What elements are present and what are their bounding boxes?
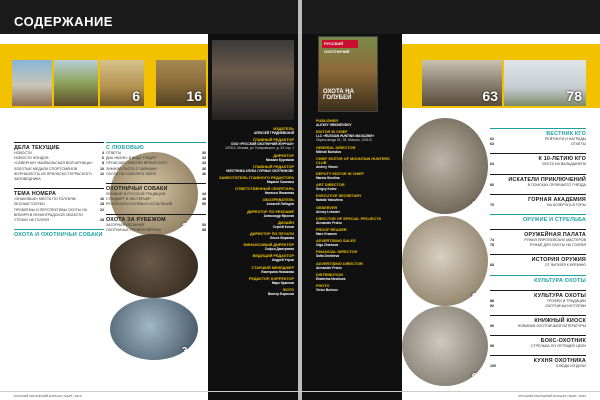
masthead-role: OBSERVER <box>316 205 338 210</box>
masthead-name: Андрей Утров <box>271 258 294 263</box>
toc-section-heading: С ЛЮБОВЬЮ <box>106 142 206 151</box>
toc-entry-page: 62 <box>490 137 494 141</box>
masthead-role: СТАРШИЙ МЕНЕДЖЕР <box>251 265 294 270</box>
toc-entry-page: 12 <box>100 171 104 176</box>
photo-hunters <box>54 60 98 106</box>
photo-medals <box>12 60 52 106</box>
bottom-rule <box>0 391 600 392</box>
toc-entry-page: 64 <box>490 162 494 167</box>
toc-entry-label: РУЖЬЁ ДЛЯ ОХОТЫ НА ГОЛУБЯ <box>529 243 586 248</box>
toc-entry[interactable] <box>14 218 104 223</box>
masthead-role: DIRECTOR OF SPECIAL PROJECTS <box>316 216 382 221</box>
toc-entry-label: НОВИНКИ ОХОТНИЧЬЕЙ ЛИТЕРАТУРЫ <box>517 324 586 329</box>
masthead-name: Marina Smolina <box>316 176 340 181</box>
masthead-role: FINANCIAL DIRECTOR <box>316 250 358 255</box>
toc-entry-label: «СЕВЕРНАЯ «БАЙКАЛЬСКАЯ ВОЛЧАТНИЦА» <box>14 161 93 166</box>
toc-entry[interactable] <box>490 203 586 208</box>
photo-page-number: 78 <box>566 88 582 104</box>
spine <box>298 0 302 400</box>
footer-right: РУССКИЙ ОХОТНИЧИЙ ЖУРНАЛ | МАРТ | 2014 <box>518 394 586 398</box>
toc-entry-page: 18 <box>100 202 104 207</box>
masthead-role: EXECUTIVE SECRETARY <box>316 194 362 199</box>
magazine-cover <box>318 36 378 112</box>
toc-entry-label: «ЗНАКОВЫЕ» МЕСТА ПО ГОЛУБЯМ <box>14 197 76 202</box>
toc-entry-label: СТАНДАРТ И ЭКСТЕРЬЕР <box>106 197 151 202</box>
masthead-role: ADVERTISING SALES <box>316 239 356 244</box>
disc-photo-wolf <box>402 306 488 386</box>
toc-entry-label: РУЖЬЯ ЕВРОПЕЙСКИХ МАСТЕРОВ <box>524 238 586 243</box>
toc-entry-label: НОВОСТИ <box>14 151 32 155</box>
toc-entry-page: 4 <box>102 151 104 155</box>
toc-entry-page: 28 <box>100 218 104 223</box>
toc-middle-column <box>106 136 206 233</box>
masthead-role: ФИНАНСОВЫЙ ДИРЕКТОР <box>243 243 294 248</box>
masthead-name: «ВЕСТНИКА КЛУБА ГОРНЫХ ОХОТНИКОВ» <box>225 168 294 173</box>
toc-entry[interactable] <box>490 344 586 349</box>
editor-portrait <box>212 40 294 120</box>
toc-section-heading: ГОРНАЯ АКАДЕМИЯ <box>490 194 586 203</box>
toc-entry-page: 74 <box>490 238 494 243</box>
toc-left-column <box>14 136 104 238</box>
toc-entry-page: 54 <box>202 222 206 227</box>
toc-entry-page: 96 <box>490 324 494 329</box>
toc-entry[interactable] <box>490 183 586 188</box>
toc-entry-label: ОХОТНИЧЬИ ИСТОРИИ <box>545 303 586 308</box>
masthead-role: ЗАМЕСТИТЕЛЬ ГЛАВНОГО РЕДАКТОРА <box>219 176 294 181</box>
masthead-role: EDITOR IN CHIEF <box>316 130 348 135</box>
footer-left: РУССКИЙ ОХОТНИЧИЙ ЖУРНАЛ | МАРТ | 2014 <box>14 394 82 398</box>
masthead-name: Alexey Lebedev <box>316 209 341 214</box>
masthead-role: ADVERTISING DIRECTOR <box>316 261 363 266</box>
toc-entry[interactable] <box>490 304 586 309</box>
masthead-name: Olga Zharkova <box>316 243 339 248</box>
masthead-name: ALEXEY GRIDNEVSKIY <box>316 123 352 127</box>
masthead-role: ART DIRECTOR <box>316 183 345 188</box>
toc-section-heading: БОКС-ОХОТНИК <box>490 335 586 344</box>
toc-entry-label: ЛЕСНЫЕ ГОЛУБИ <box>14 202 45 207</box>
masthead-name: Alexander Frolov <box>316 220 343 225</box>
toc-entry-label: ТРОФЕИ И ТРАДИЦИИ <box>546 298 586 303</box>
toc-section-heading: ИСТОРИЯ ОРУЖИЯ <box>490 254 586 263</box>
masthead-name: Andrey Vtorov <box>316 164 338 169</box>
toc-section-heading: ОХОТНИЧЬИ СОБАКИ <box>106 183 206 192</box>
toc-entry-label: ДВА «ВОЛК» В ВОДУ ГЛЯДЯТ <box>106 156 157 161</box>
toc-section-heading: ТЕМА НОМЕРА <box>14 188 104 197</box>
masthead-name: Софья Дмитриева <box>264 247 294 252</box>
toc-entry[interactable] <box>14 208 104 218</box>
masthead-name: Марина Смолина <box>266 180 294 185</box>
masthead-russian <box>212 124 294 296</box>
masthead-role: PHOTO <box>316 284 330 289</box>
masthead-role: PUBLISHER <box>316 119 338 123</box>
toc-entry-label: ЗАГОРНАЯ ИСПАНИЯ <box>106 222 145 227</box>
toc-entry-page: 88 <box>490 298 494 303</box>
toc-entry[interactable] <box>490 142 586 147</box>
masthead-name: ООО «РУССКИЙ ОХОТНИЧИЙ ЖУРНАЛ» <box>230 142 294 147</box>
masthead-name: Marc Krasnov <box>316 232 338 237</box>
photo-page-number: 6 <box>132 88 140 104</box>
toc-entry-label: СТРЕЛЬБА ПО ЛЕТЯЩЕЙ ЦЕЛИ <box>530 344 586 349</box>
toc-entry-label: ПРОБЛЕМЫ И ПЕРСПЕКТИВЫ ОХОТЫ НА ВЯХИРЯ В ЛЕНИНГРАДСКОЙ ОБЛАСТИ <box>14 207 87 217</box>
toc-right-column <box>490 122 586 370</box>
toc-section-heading: ОХОТА ЗА РУБЕЖОМ <box>106 214 206 223</box>
disc-photo-dogs <box>110 234 198 298</box>
toc-entry-page: 48 <box>202 197 206 202</box>
toc-entry-label: УТЕЧКИ НА ГОЛУБЯ <box>14 218 49 223</box>
masthead-role: ГЛАВНЫЙ РЕДАКТОР <box>252 164 294 169</box>
disc-page-number: 34 <box>181 346 193 357</box>
toc-entry-page: 84 <box>490 263 494 268</box>
toc-entry-label: НА КОЗЕРОГА В ГОРЫ <box>546 202 586 207</box>
photo-birds <box>504 60 586 106</box>
toc-entry-label: ОХОТА НА ВАЛЬДШНЕПА <box>541 162 586 167</box>
toc-entry-page: 63 <box>490 142 494 147</box>
masthead-role: ДИРЕКТОР ПО ПЕЧАТИ <box>250 232 294 237</box>
masthead-role: ГЛАВНЫЙ РЕДАКТОР <box>252 138 294 143</box>
cover-title: ОХОТА НА ГОЛУБЕЙ <box>323 89 354 101</box>
toc-entry-label: РЕЗУЛЬТАТЫ ПОЛЕВЫХ ИСПЫТАНИЙ <box>106 202 173 207</box>
toc-entry-page: 40 <box>202 171 206 176</box>
toc-section-heading: КУХНЯ ОХОТНИКА <box>490 355 586 364</box>
toc-entry-page: 58 <box>202 227 206 232</box>
masthead-name: 129110, Москва, ул. Гиляровского, д. 33, стр. 1 <box>225 146 294 151</box>
toc-section-heading: К 10-ЛЕТИЮ КГО <box>490 153 586 162</box>
masthead-name: Сергей Котов <box>272 224 294 229</box>
masthead-role: CHIEF EDITOR OF MOUNTAIN HUNTERS CLUB <box>316 156 390 165</box>
masthead-name: Gilyarovskogo St., 33, Moscow, 129110 <box>316 138 372 143</box>
masthead-name: Mikhail Burlakov <box>316 149 342 154</box>
toc-section-heading: ОХОТА И ОХОТНИЧЬИ СОБАКИ <box>14 229 104 238</box>
toc-entry-page: 22 <box>100 207 104 212</box>
masthead-name: Victor Borisov <box>316 288 338 293</box>
toc-entry-label: ОХОТНИЧЬИ ТРОФЕИ ЕВРОПЫ <box>106 227 162 232</box>
toc-entry-page: 70 <box>490 202 494 207</box>
masthead-name: Михаил Бурлаков <box>265 157 294 162</box>
toc-section-heading: ИСКАТЕЛИ ПРИКЛЮЧЕНИЙ <box>490 174 586 183</box>
masthead-role: РЕДАКТОР, КОРРЕКТОР <box>248 276 294 281</box>
toc-entry-page: 36 <box>202 166 206 171</box>
disc-page-number: 84 <box>471 200 483 211</box>
masthead-name: Alexander Frolov <box>316 265 343 270</box>
masthead-role: ДИЗАЙН <box>277 220 294 225</box>
masthead-role: DEPUTY EDITOR IN CHIEF <box>316 172 364 177</box>
toc-entry[interactable] <box>490 243 586 248</box>
toc-entry-label: НОВОСТИ ФОНДОВ <box>14 156 49 161</box>
photo-ibex <box>422 60 502 106</box>
disc-photo-bird <box>110 298 198 360</box>
masthead-name: Алексей Лебедев <box>266 202 294 207</box>
cover-logo: РУССКИЙ ОХОТНИЧИЙ <box>322 40 358 48</box>
masthead-name: Sergey Kotov <box>316 187 337 192</box>
masthead-name: Ekaterina Novikova <box>316 276 346 281</box>
toc-entry-label: ЗОЛОТЫЕ МЕДАЛИ СПОРТСМЕНОВ <box>14 166 78 171</box>
toc-entry-page: 8 <box>102 161 104 166</box>
photo-deer <box>156 60 206 106</box>
toc-entry[interactable] <box>490 162 586 167</box>
toc-entry-page: 100 <box>490 364 496 369</box>
toc-entry[interactable] <box>490 364 586 369</box>
toc-entry-label: ЖУРНАЛИСТЫ ИЗ ПРИОКСКО-ТЕРРАСНОГО ЗАПОВЕДНИКА <box>14 171 92 182</box>
disc-photo-pistol <box>402 216 488 306</box>
masthead-role: ФОТО <box>282 288 294 293</box>
toc-section-heading: ОРУЖИЕ И СТРЕЛЬБА <box>490 214 586 223</box>
toc-section-heading: КУЛЬТУРА ОХОТЫ <box>490 275 586 284</box>
toc-entry[interactable] <box>490 263 586 268</box>
toc-entry-label: В ПОИСКАХ ОРЛИЧЬЕГО ГНЕЗДА <box>527 182 586 187</box>
toc-entry-page: 10 <box>100 166 104 171</box>
toc-entry-page: 98 <box>490 344 494 349</box>
masthead-name: Виктор Борисов <box>268 292 294 297</box>
toc-entry[interactable] <box>14 172 104 182</box>
toc-entry-page: 92 <box>490 303 494 308</box>
toc-entry[interactable] <box>106 172 206 177</box>
masthead-name: Natalia Yakovleva <box>316 198 343 203</box>
toc-entry-label: ОТЧЁТЫ <box>570 142 586 147</box>
masthead-role: PROOF READER <box>316 228 347 233</box>
masthead-role: ИЗДАТЕЛЬ <box>273 127 294 131</box>
masthead-english <box>316 116 398 292</box>
toc-section-heading: ОРУЖЕЙНАЯ ПАЛАТА <box>490 229 586 238</box>
masthead-role: GENERAL DIRECTOR <box>316 145 356 150</box>
disc-page-number: 92 <box>471 292 483 303</box>
toc-section-heading: ВЕСТНИК КГО <box>490 128 586 137</box>
toc-entry-label: ОХОТА НА СОБОЛЯ В ТАЙГЕ <box>106 171 157 176</box>
toc-entry-page: 66 <box>490 182 494 187</box>
masthead-name: Марк Краснов <box>271 280 294 285</box>
masthead-name: Екатерина Новикова <box>261 269 294 274</box>
masthead-name: Наталья Яковлева <box>264 191 294 196</box>
page-title: СОДЕРЖАНИЕ <box>14 14 113 29</box>
toc-entry[interactable] <box>106 202 206 207</box>
disc-page-number: 37 <box>181 222 193 233</box>
photo-page-number: 16 <box>186 88 202 104</box>
toc-entry-page: 16 <box>100 197 104 202</box>
toc-entry-page: 32 <box>202 156 206 161</box>
toc-entry-page: 6 <box>102 156 104 161</box>
masthead-name: Sofia Dmitrieva <box>316 254 340 259</box>
masthead-role: ОБОЗРЕВАТЕЛЬ <box>262 198 294 203</box>
masthead-name: Александр Фролов <box>263 213 294 218</box>
toc-entry-label: ЛЕГАВЫЕ В РУССКОЙ ТРАДИЦИИ <box>106 192 166 197</box>
toc-entry-label: ЗИМНЯЯ ОХОТА С ЛАЙКАМИ <box>106 166 157 171</box>
masthead-role: ДИРЕКТОР ПО РЕКЛАМЕ <box>247 209 294 214</box>
masthead-name: АЛЕКСЕЙ ГРИДНЕВСКИЙ <box>253 131 294 135</box>
disc-photo-gun <box>402 118 488 214</box>
toc-section-heading: КНИЖНЫЙ КИОСК <box>490 315 586 324</box>
photo-dog-field <box>100 60 144 106</box>
toc-entry[interactable] <box>106 228 206 233</box>
toc-entry-label: ОТВЕТЫ <box>106 151 122 155</box>
toc-entry-page: 44 <box>202 192 206 197</box>
toc-section-heading: КУЛЬТУРА ОХОТЫ <box>490 290 586 299</box>
toc-entry-page: 30 <box>202 151 206 155</box>
masthead-role: ДИРЕКТОР <box>273 153 294 158</box>
toc-entry-label: БЛЮДА ИЗ ДИЧИ <box>556 364 586 369</box>
toc-entry-page: 78 <box>490 243 494 248</box>
toc-entry-label: ПРОИСШЕСТВИЯ ВО ВРЕМЯ ОХОТ <box>106 161 168 166</box>
masthead-name: LLC «RUSSIAN HUNTING MAGAZINE» <box>316 134 375 139</box>
toc-entry-page: 34 <box>202 161 206 166</box>
masthead-name: Ольга Жаркова <box>269 236 294 241</box>
masthead-role: ОТВЕТСТВЕННЫЙ СЕКРЕТАРЬ <box>235 187 294 192</box>
disc-page-number: 98 <box>471 372 483 383</box>
toc-entry-page: 50 <box>202 202 206 207</box>
toc-entry[interactable] <box>490 324 586 329</box>
photo-page-number: 63 <box>482 88 498 104</box>
masthead-role: DISTRIBUTION <box>316 272 343 277</box>
toc-entry-label: ОТ ФИТИЛЯ К КРЕМНЮ <box>544 263 586 268</box>
toc-section-heading: ДЕЛА ТЕКУЩИЕ <box>14 142 104 151</box>
toc-entry-label: РЕЙТИНГИ И НАГРАДЫ <box>544 137 586 141</box>
masthead-role: ВЕДУЩИЙ РЕДАКТОР <box>252 254 294 259</box>
